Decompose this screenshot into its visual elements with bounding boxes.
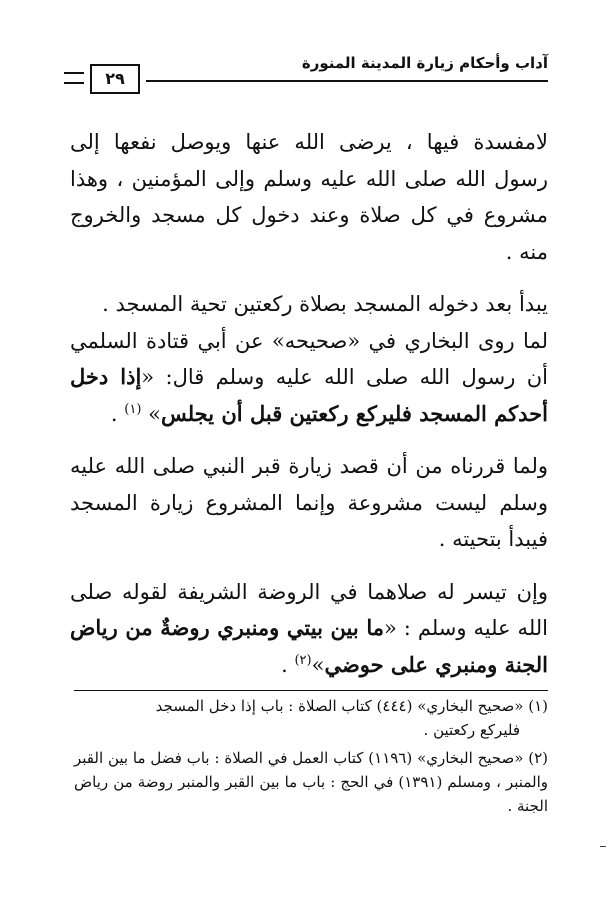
paragraph-4: ولما قررناه من أن قصد زيارة قبر النبي صلى الله عليه وسلم ليست مشروعة وإنما المشروع زيارة المسجد فيبدأ بتحيته .: [70, 454, 548, 551]
header-rule: [146, 80, 548, 82]
paragraph-1: لامفسدة فيها ، يرضى الله عنها ويوصل نفعها إلى رسول الله صلى الله عليه وسلم وإلى المؤمنين ، وهذا مشروع في كل صلاة وعند دخول كل مسجد والخروج منه .: [70, 130, 548, 264]
quote-close-2: »: [311, 652, 325, 677]
footnote-ref-1[interactable]: (١): [124, 401, 142, 417]
paragraph-5: [70, 574, 548, 684]
footnote-ref-2[interactable]: (٢): [294, 652, 312, 668]
hadith-intro: لما روى البخاري في «صحيحه» عن أبي قتادة السلمي أن رسول الله صلى الله عليه وسلم قال: «: [70, 328, 548, 389]
footnote-1-text: (١) «صحيح البخاري» (٤٤٤) كتاب الصلاة : باب إذا دخل المسجد: [155, 697, 548, 715]
sentence-end-1: .: [110, 401, 125, 426]
running-title: آداب وأحكام زيارة المدينة المنورة: [301, 54, 548, 72]
margin-mark: [600, 846, 606, 847]
hadith-quote-2: ما بين بيتي ومنبري روضةٌ من رياض الجنة ومنبري على حوضي: [70, 615, 548, 677]
paragraph-3: [70, 323, 548, 433]
header-ornament: [64, 72, 84, 84]
main-text: [70, 124, 548, 699]
hadith-quote-1: إذا دخل أحدكم المسجد فليركع ركعتين قبل أن يجلس: [70, 364, 548, 426]
footnotes: [74, 694, 548, 822]
footnote-separator: [74, 690, 548, 691]
footnote-1-continuation: فليركع ركعتين .: [423, 721, 520, 739]
sentence-end-2: .: [281, 652, 295, 677]
paragraph-2: يبدأ بعد دخوله المسجد بصلاة ركعتين تحية المسجد .: [102, 292, 548, 316]
footnote-1: [74, 694, 548, 742]
page-header: [64, 50, 548, 96]
quote-close-1: »: [141, 401, 161, 426]
hadith-intro-2: وإن تيسر له صلاهما في الروضة الشريفة لقوله صلى الله عليه وسلم : «: [70, 579, 549, 640]
footnote-2: (٢) «صحيح البخاري» (١١٩٦) كتاب العمل في الصلاة : باب فضل ما بين القبر والمنبر ، ومسلم (١٣٩١) في الحج : باب ما بين القبر والمنبر روضة من رياض الجنة .: [74, 749, 548, 815]
page-number: ٢٩: [90, 64, 140, 94]
